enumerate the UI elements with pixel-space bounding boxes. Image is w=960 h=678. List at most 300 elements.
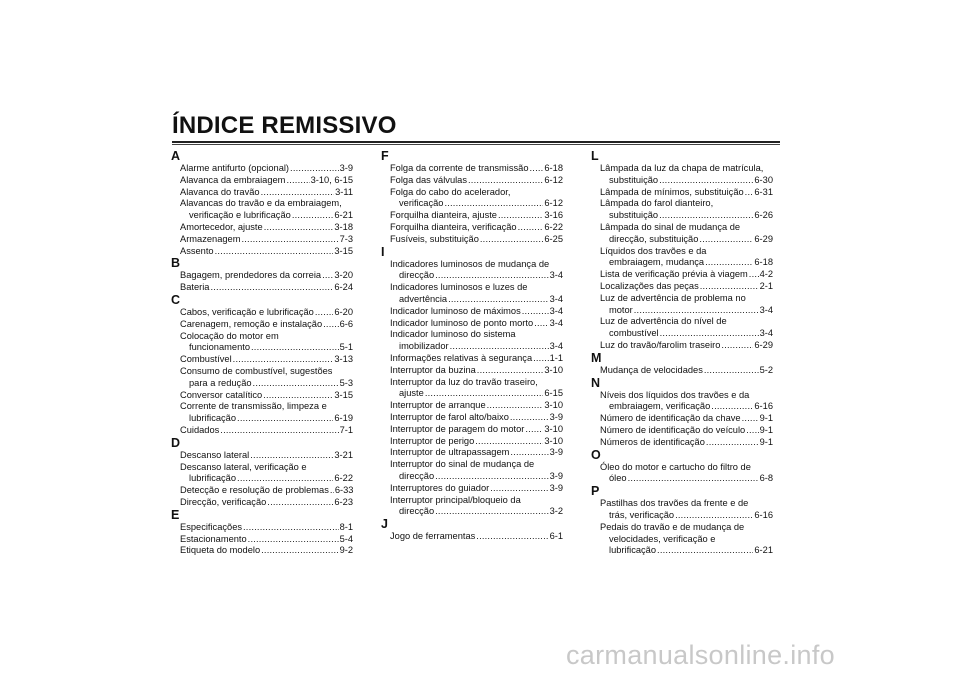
index-entry-page: 4-2 bbox=[759, 269, 773, 280]
index-entry-text: Especificações bbox=[180, 521, 243, 532]
index-entry-page: 6-29 bbox=[754, 233, 773, 244]
index-entry-line bbox=[381, 259, 563, 271]
index-entry-text: Assento bbox=[180, 245, 214, 256]
dot-leader bbox=[263, 390, 333, 402]
index-entry-text: Níveis dos líquidos dos travões e da bbox=[600, 389, 750, 400]
index-entry-page: 9-2 bbox=[339, 545, 353, 556]
dot-leader bbox=[659, 175, 753, 187]
index-entry-text: motor bbox=[609, 304, 633, 315]
index-entry bbox=[591, 437, 773, 449]
index-entry bbox=[591, 473, 773, 485]
index-entry-line bbox=[381, 187, 563, 199]
dot-leader bbox=[290, 163, 339, 175]
index-entry-text: direcção, substituição bbox=[609, 233, 699, 244]
index-entry-line bbox=[381, 329, 563, 341]
index-letter-heading: L bbox=[591, 149, 599, 163]
index-letter-heading: E bbox=[171, 507, 180, 522]
index-entry-text: Amortecedor, ajuste bbox=[180, 221, 263, 232]
index-letter-heading: J bbox=[381, 517, 388, 532]
index-entry-text: Interruptor da luz do travão traseiro, bbox=[390, 376, 538, 387]
dot-leader bbox=[251, 342, 339, 354]
index-entry-page: 6-19 bbox=[334, 413, 353, 424]
index-entry bbox=[381, 412, 563, 424]
index-entry-text: Interruptor de ultrapassagem bbox=[390, 447, 510, 458]
dot-leader bbox=[657, 545, 753, 557]
index-entry-text: direcção bbox=[399, 270, 435, 281]
index-entry bbox=[591, 269, 773, 281]
dot-leader bbox=[660, 328, 759, 340]
index-entry bbox=[591, 413, 773, 425]
title-rule bbox=[172, 141, 780, 143]
index-entry-text: Folga do cabo do acelerador, bbox=[390, 186, 511, 197]
index-entry-page: 6-20 bbox=[334, 306, 353, 317]
page-title: ÍNDICE REMISSIVO bbox=[172, 112, 397, 139]
index-entry-page: 6-21 bbox=[334, 210, 353, 221]
index-entry-page: 3-4 bbox=[549, 305, 563, 316]
index-entry-text: Colocação do motor em bbox=[180, 330, 279, 341]
index-entry-page: 5-4 bbox=[339, 533, 353, 544]
index-entry-text: Lâmpada do farol dianteiro, bbox=[600, 198, 714, 209]
index-entry-line bbox=[591, 293, 773, 305]
dot-leader bbox=[435, 270, 548, 282]
index-entry-page: 7-3 bbox=[339, 233, 353, 244]
index-entry bbox=[381, 424, 563, 436]
index-entry-text: Alarme antifurto (opcional) bbox=[180, 163, 290, 173]
index-entry bbox=[381, 318, 563, 330]
index-letter-heading: F bbox=[381, 149, 389, 163]
dot-leader bbox=[476, 531, 548, 543]
index-entry-text: Detecção e resolução de problemas bbox=[180, 485, 329, 496]
index-entry bbox=[381, 163, 563, 175]
index-entry bbox=[381, 365, 563, 377]
index-entry bbox=[171, 450, 353, 462]
dot-leader bbox=[253, 378, 339, 390]
index-entry-text: Pastilhas dos travões da frente e de bbox=[600, 498, 749, 509]
index-entry bbox=[591, 210, 773, 222]
index-letter-heading: N bbox=[591, 375, 601, 390]
index-entry-text: Bateria bbox=[180, 282, 210, 293]
dot-leader bbox=[444, 198, 543, 210]
index-letter-heading: O bbox=[591, 447, 601, 462]
index-entry-text: Pedais do travão e de mudança de bbox=[600, 521, 745, 532]
index-entry-text: Localizações das peças bbox=[600, 280, 699, 291]
index-entry-text: substituição bbox=[609, 210, 659, 221]
index-entry-text: direcção bbox=[399, 470, 435, 481]
index-entry-page: 3-9 bbox=[549, 482, 563, 493]
index-entry-page: 6-16 bbox=[754, 401, 773, 412]
index-entry-text: verificação bbox=[399, 198, 444, 209]
dot-leader bbox=[435, 471, 548, 483]
index-entry-page: 5-1 bbox=[339, 342, 353, 353]
index-entry-text: Óleo do motor e cartucho do filtro de bbox=[600, 461, 751, 472]
dot-leader bbox=[675, 510, 753, 522]
index-entry-page: 6-30 bbox=[754, 174, 773, 185]
index-entry bbox=[381, 294, 563, 306]
index-entry bbox=[171, 307, 353, 319]
index-entry-text: ajuste bbox=[399, 388, 424, 399]
index-entry-text: lubrificação bbox=[189, 413, 237, 424]
index-entry bbox=[591, 234, 773, 246]
index-entry-page: 3-10, 6-15 bbox=[310, 174, 353, 185]
index-entry-text: Interruptores do guiador bbox=[390, 482, 490, 493]
index-entry-text: Interruptor de perigo bbox=[390, 435, 475, 446]
dot-leader bbox=[742, 413, 759, 425]
dot-leader bbox=[628, 473, 759, 485]
dot-leader bbox=[477, 365, 544, 377]
index-entry bbox=[171, 534, 353, 546]
index-entry-page: 3-13 bbox=[334, 354, 353, 365]
index-entry-text: Luz de advertência do nível de bbox=[600, 316, 727, 327]
dot-leader bbox=[261, 545, 338, 557]
index-entry bbox=[381, 353, 563, 365]
dot-leader bbox=[704, 365, 759, 377]
dot-leader bbox=[448, 294, 548, 306]
index-entry-text: Cuidados bbox=[180, 424, 220, 435]
dot-leader bbox=[534, 318, 548, 330]
index-entry bbox=[171, 210, 353, 222]
dot-leader bbox=[749, 269, 759, 281]
index-entry-page: 9-1 bbox=[759, 413, 773, 424]
index-entry-line bbox=[591, 222, 773, 234]
index-entry bbox=[171, 163, 353, 175]
index-entry-text: combustível bbox=[609, 328, 659, 339]
index-entry-page: 9-1 bbox=[759, 436, 773, 447]
index-entry-text: trás, verificação bbox=[609, 509, 675, 520]
index-entry-line bbox=[171, 462, 353, 474]
index-entry-page: 5-3 bbox=[339, 377, 353, 388]
index-entry-line bbox=[591, 390, 773, 402]
dot-leader bbox=[530, 163, 544, 175]
index-entry bbox=[591, 365, 773, 377]
index-entry-text: Interruptor de paragem do motor bbox=[390, 423, 525, 434]
dot-leader bbox=[243, 522, 339, 534]
index-entry-page: 6-22 bbox=[334, 473, 353, 484]
index-entry-text: Interruptor de farol alto/baixo bbox=[390, 411, 509, 422]
index-letter-heading: P bbox=[591, 484, 600, 499]
index-entry-text: substituição bbox=[609, 174, 659, 185]
index-entry-page: 3-20 bbox=[334, 270, 353, 281]
dot-leader bbox=[323, 319, 338, 331]
index-entry-page: 6-21 bbox=[754, 545, 773, 556]
index-entry-text: Descanso lateral bbox=[180, 449, 250, 460]
index-entry bbox=[381, 175, 563, 187]
dot-leader bbox=[233, 354, 334, 366]
dot-leader bbox=[634, 305, 759, 317]
index-entry-text: Indicador luminoso de ponto morto bbox=[390, 317, 534, 328]
index-entry-page: 6-23 bbox=[334, 496, 353, 507]
index-entry-page: 6-1 bbox=[549, 531, 563, 542]
index-entry-text: Número de identificação do veículo bbox=[600, 424, 746, 435]
index-entry bbox=[591, 545, 773, 557]
index-letter-heading: M bbox=[591, 350, 602, 365]
index-entry-page: 1-1 bbox=[549, 352, 563, 363]
index-entry bbox=[591, 328, 773, 340]
index-entry-text: Números de identificação bbox=[600, 436, 705, 447]
index-entry-text: para a redução bbox=[189, 377, 252, 388]
dot-leader bbox=[264, 222, 334, 234]
index-entry-text: Lâmpada do sinal de mudança de bbox=[600, 221, 741, 232]
index-entry-text: Combustível bbox=[180, 354, 232, 365]
index-entry-line bbox=[381, 495, 563, 507]
index-entry bbox=[171, 522, 353, 534]
index-entry-line bbox=[171, 401, 353, 413]
index-entry-text: lubrificação bbox=[189, 473, 237, 484]
index-entry-page: 3-11 bbox=[335, 186, 353, 197]
index-entry-page: 3-4 bbox=[549, 341, 563, 352]
index-entry-text: Interruptor do sinal de mudança de bbox=[390, 459, 535, 470]
dot-leader bbox=[237, 473, 333, 485]
index-entry-text: Conversor catalítico bbox=[180, 389, 263, 400]
index-entry-page: 3-4 bbox=[549, 317, 563, 328]
index-entry-text: Estacionamento bbox=[180, 533, 247, 544]
index-entry bbox=[171, 342, 353, 354]
index-entry-page: 3-2 bbox=[549, 506, 563, 517]
index-entry-text: Lista de verificação prévia à viagem bbox=[600, 269, 748, 280]
index-entry-page: 6-22 bbox=[544, 221, 563, 232]
index-entry bbox=[381, 388, 563, 400]
index-entry-text: Carenagem, remoção e instalação bbox=[180, 318, 323, 329]
index-entry bbox=[171, 390, 353, 402]
index-entry-text: Armazenagem bbox=[180, 233, 241, 244]
index-letter-heading: A bbox=[171, 149, 181, 163]
index-entry-page: 3-4 bbox=[549, 293, 563, 304]
index-entry bbox=[381, 198, 563, 210]
dot-leader bbox=[518, 222, 544, 234]
index-entry bbox=[381, 222, 563, 234]
index-entry-page: 7-1 bbox=[339, 424, 353, 435]
dot-leader bbox=[330, 485, 334, 497]
index-entry bbox=[171, 187, 353, 199]
index-entry bbox=[591, 187, 773, 199]
index-entry bbox=[171, 378, 353, 390]
index-entry-page: 6-24 bbox=[334, 282, 353, 293]
index-entry-page: 3-4 bbox=[759, 304, 773, 315]
index-entry-text: Indicador luminoso de máximos bbox=[390, 305, 521, 316]
dot-leader bbox=[522, 306, 549, 318]
index-entry-page: 3-15 bbox=[334, 389, 353, 400]
index-entry bbox=[171, 545, 353, 557]
index-entry-page: 3-16 bbox=[544, 210, 563, 221]
index-entry bbox=[171, 354, 353, 366]
index-entry bbox=[381, 471, 563, 483]
index-entry-page: 6-8 bbox=[759, 473, 773, 484]
index-entry-page: 3-4 bbox=[759, 328, 773, 339]
index-entry-page: 6-12 bbox=[544, 198, 563, 209]
dot-leader bbox=[705, 257, 753, 269]
index-entry-page: 6-18 bbox=[754, 257, 773, 268]
index-entry-page: 5-2 bbox=[759, 364, 773, 375]
dot-leader bbox=[261, 187, 334, 199]
index-letter-heading: C bbox=[171, 292, 181, 307]
index-entry bbox=[171, 222, 353, 234]
index-entry-text: Bagagem, prendedores da correia bbox=[180, 270, 322, 281]
index-entry-page: 3-9 bbox=[549, 470, 563, 481]
index-entry bbox=[591, 257, 773, 269]
index-entry-page: 6-29 bbox=[754, 339, 773, 350]
index-entry-page: 8-1 bbox=[339, 521, 353, 532]
dot-leader bbox=[510, 447, 548, 459]
index-entry-page: 3-10 bbox=[544, 400, 563, 411]
dot-leader bbox=[480, 234, 544, 246]
index-entry-text: imobilizador bbox=[399, 341, 449, 352]
index-entry-text: advertência bbox=[399, 293, 448, 304]
index-entry-text: Direcção, verificação bbox=[180, 496, 267, 507]
index-entry-text: Interruptor de arranque bbox=[390, 400, 486, 411]
index-entry-line bbox=[171, 366, 353, 378]
dot-leader bbox=[490, 483, 548, 495]
index-entry-line bbox=[381, 459, 563, 471]
index-column-1 bbox=[171, 150, 353, 557]
watermark: carmanualsonline.info bbox=[566, 640, 835, 670]
dot-leader bbox=[711, 401, 753, 413]
index-entry-page: 3-9 bbox=[549, 447, 563, 458]
dot-leader bbox=[510, 412, 549, 424]
dot-leader bbox=[241, 234, 338, 246]
index-entry-line bbox=[171, 198, 353, 210]
index-entry-text: Líquidos dos travões e da bbox=[600, 245, 707, 256]
dot-leader bbox=[659, 210, 753, 222]
index-entry-page: 3-10 bbox=[544, 435, 563, 446]
index-entry-page: 3-10 bbox=[544, 423, 563, 434]
index-entry-text: verificação e lubrificação bbox=[189, 210, 291, 221]
dot-leader bbox=[215, 246, 334, 258]
index-entry-text: Indicador luminoso do sistema bbox=[390, 329, 516, 340]
index-entry-text: Descanso lateral, verificação e bbox=[180, 461, 307, 472]
index-entry bbox=[381, 341, 563, 353]
index-entry bbox=[591, 425, 773, 437]
index-entry-text: velocidades, verificação e bbox=[609, 533, 716, 544]
index-entry bbox=[591, 340, 773, 352]
index-entry-page: 6-12 bbox=[544, 174, 563, 185]
dot-leader bbox=[435, 506, 548, 518]
dot-leader bbox=[498, 210, 543, 222]
dot-leader bbox=[746, 425, 758, 437]
index-entry-page: 6-18 bbox=[544, 163, 563, 173]
dot-leader bbox=[721, 340, 753, 352]
index-entry bbox=[171, 473, 353, 485]
index-entry bbox=[381, 483, 563, 495]
index-entry bbox=[171, 497, 353, 509]
index-entry-text: Forquilha dianteira, verificação bbox=[390, 221, 517, 232]
dot-leader bbox=[450, 341, 549, 353]
dot-leader bbox=[468, 175, 543, 187]
index-entry-text: Indicadores luminosos e luzes de bbox=[390, 282, 528, 293]
index-entry-page: 3-9 bbox=[549, 411, 563, 422]
index-entry bbox=[171, 413, 353, 425]
index-entry bbox=[381, 234, 563, 246]
index-letter-heading: B bbox=[171, 256, 181, 271]
index-entry-text: embraiagem, mudança bbox=[609, 257, 705, 268]
index-entry-text: Folga da corrente de transmissão bbox=[390, 163, 529, 173]
index-entry-page: 6-33 bbox=[334, 485, 354, 496]
index-entry bbox=[171, 246, 353, 258]
dot-leader bbox=[322, 270, 333, 282]
index-entry-text: Informações relativas à segurança bbox=[390, 352, 533, 363]
index-entry bbox=[381, 436, 563, 448]
index-entry-page: 6-6 bbox=[339, 318, 353, 329]
index-entry-page: 2-1 bbox=[759, 280, 773, 291]
index-entry-text: Luz do travão/farolim traseiro bbox=[600, 339, 721, 350]
index-entry-text: Lâmpada de mínimos, substituição bbox=[600, 186, 744, 197]
index-entry-page: 3-21 bbox=[334, 449, 353, 460]
index-entry-line bbox=[591, 316, 773, 328]
index-entry-text: Interruptor principal/bloqueio da bbox=[390, 494, 521, 505]
dot-leader bbox=[248, 534, 339, 546]
dot-leader bbox=[250, 450, 333, 462]
index-entry-text: Alavanca da embraiagem bbox=[180, 174, 286, 185]
index-entry-page: 6-26 bbox=[754, 210, 773, 221]
dot-leader bbox=[533, 353, 548, 365]
index-entry-page: 3-10 bbox=[544, 364, 563, 375]
dot-leader bbox=[487, 400, 544, 412]
index-entry bbox=[171, 282, 353, 294]
index-letter-heading: I bbox=[381, 244, 385, 259]
index-entry bbox=[381, 306, 563, 318]
index-entry bbox=[381, 531, 563, 543]
index-entry bbox=[381, 210, 563, 222]
index-entry-line bbox=[591, 163, 773, 175]
index-entry-text: direcção bbox=[399, 506, 435, 517]
index-entry-line bbox=[381, 377, 563, 389]
index-entry bbox=[591, 175, 773, 187]
index-entry-line bbox=[591, 462, 773, 474]
index-entry-page: 9-1 bbox=[759, 424, 773, 435]
dot-leader bbox=[237, 413, 333, 425]
index-entry-line bbox=[171, 331, 353, 343]
index-entry bbox=[381, 270, 563, 282]
dot-leader bbox=[700, 281, 759, 293]
index-entry-text: Consumo de combustível, sugestões bbox=[180, 365, 333, 376]
dot-leader bbox=[220, 425, 338, 437]
index-entry-page: 6-25 bbox=[544, 233, 563, 244]
dot-leader bbox=[286, 175, 309, 187]
index-entry-line bbox=[591, 522, 773, 534]
dot-leader bbox=[699, 234, 753, 246]
index-entry-page: 6-16 bbox=[754, 509, 773, 520]
index-entry-text: Alavanca do travão bbox=[180, 186, 260, 197]
index-entry-text: Fusíveis, substituição bbox=[390, 233, 479, 244]
index-entry-line bbox=[591, 534, 773, 546]
index-entry-page: 3-18 bbox=[334, 221, 353, 232]
index-entry bbox=[171, 270, 353, 282]
index-entry-text: Número de identificação da chave bbox=[600, 413, 741, 424]
index-entry bbox=[591, 305, 773, 317]
index-entry-text: Lâmpada da luz da chapa de matrícula, bbox=[600, 163, 764, 173]
index-entry-line bbox=[591, 498, 773, 510]
index-entry-text: Indicadores luminosos de mudança de bbox=[390, 258, 550, 269]
index-letter-heading: D bbox=[171, 435, 181, 450]
index-column-3 bbox=[591, 150, 773, 557]
index-entry-text: Cabos, verificação e lubrificação bbox=[180, 306, 314, 317]
index-entry-text: Interruptor da buzina bbox=[390, 364, 476, 375]
index-entry-page: 3-4 bbox=[549, 270, 563, 281]
index-entry bbox=[591, 510, 773, 522]
index-entry-page: 6-15 bbox=[544, 388, 563, 399]
index-entry-text: óleo bbox=[609, 473, 627, 484]
index-entry-line bbox=[591, 246, 773, 258]
index-entry bbox=[171, 425, 353, 437]
index-entry bbox=[381, 506, 563, 518]
index-entry-text: lubrificação bbox=[609, 545, 657, 556]
index-entry-page: 3-15 bbox=[334, 245, 353, 256]
dot-leader bbox=[292, 210, 334, 222]
dot-leader bbox=[745, 187, 754, 199]
dot-leader bbox=[315, 307, 334, 319]
index-entry-text: Mudança de velocidades bbox=[600, 364, 703, 375]
index-entry bbox=[171, 234, 353, 246]
index-entry-text: Forquilha dianteira, ajuste bbox=[390, 210, 497, 221]
dot-leader bbox=[267, 497, 333, 509]
